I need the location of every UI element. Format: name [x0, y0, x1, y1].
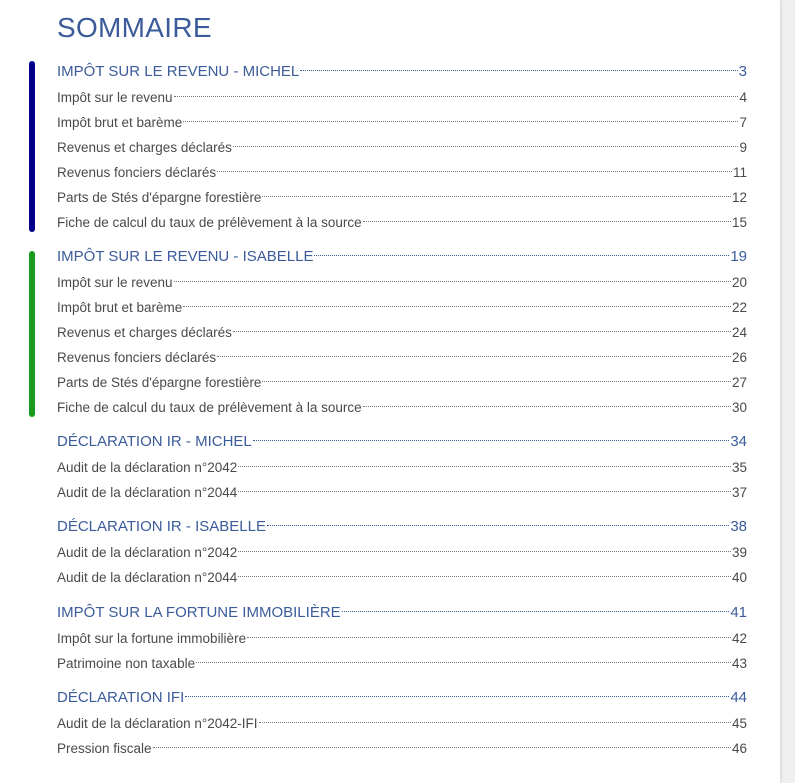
toc-entry-label: Audit de la déclaration n°2042-IFI — [57, 716, 258, 731]
dot-leader — [174, 96, 739, 97]
toc-entry-page: 40 — [731, 570, 747, 585]
toc-entry-page: 43 — [731, 656, 747, 671]
dot-leader — [196, 662, 731, 663]
toc-entry-label: Pression fiscale — [57, 741, 152, 756]
dot-leader — [259, 722, 731, 723]
section-color-bar — [29, 251, 35, 417]
toc-heading-page: 3 — [738, 63, 747, 80]
toc-entry-page: 20 — [731, 275, 747, 290]
toc-entry[interactable] — [57, 135, 747, 160]
toc-entry[interactable] — [57, 295, 747, 320]
toc-entry[interactable] — [57, 210, 747, 235]
toc-entry-page: 7 — [739, 115, 747, 130]
toc-entry[interactable] — [57, 85, 747, 110]
toc-entry-page: 45 — [731, 716, 747, 731]
toc-entry-page: 15 — [731, 215, 747, 230]
dot-leader — [217, 356, 731, 357]
toc-entry-label: Audit de la déclaration n°2042 — [57, 545, 238, 560]
dot-leader — [363, 221, 731, 222]
dot-leader — [247, 637, 731, 638]
toc-entry[interactable] — [57, 626, 747, 651]
toc-heading-label: IMPÔT SUR LA FORTUNE IMMOBILIÈRE — [57, 604, 341, 621]
toc-heading-label: DÉCLARATION IR - ISABELLE — [57, 518, 266, 535]
toc-entry-page: 42 — [731, 631, 747, 646]
toc-heading-page: 38 — [730, 518, 747, 535]
dot-leader — [363, 406, 731, 407]
dot-leader — [233, 146, 739, 147]
toc-entry-label: Parts de Stés d'épargne forestière — [57, 190, 262, 205]
toc-section-impot-revenu-isabelle — [57, 244, 747, 420]
toc-entry-label: Patrimoine non taxable — [57, 656, 196, 671]
toc-section-declaration-ir-isabelle — [57, 514, 747, 590]
dot-leader — [183, 121, 738, 122]
toc-section-impot-revenu-michel — [57, 59, 747, 235]
toc-heading-page: 34 — [730, 433, 747, 450]
toc-entry[interactable] — [57, 320, 747, 345]
toc-entry-page: 24 — [731, 325, 747, 340]
toc-entry-label: Impôt brut et barème — [57, 115, 183, 130]
dot-leader — [238, 551, 731, 552]
toc-entry[interactable] — [57, 651, 747, 676]
toc-entry-page: 26 — [731, 350, 747, 365]
toc-entry[interactable] — [57, 185, 747, 210]
toc-heading-label: DÉCLARATION IFI — [57, 689, 185, 706]
toc-entry[interactable] — [57, 565, 747, 590]
toc-entry[interactable] — [57, 345, 747, 370]
toc-heading-label: DÉCLARATION IR - MICHEL — [57, 433, 252, 450]
toc-entry-page: 9 — [739, 140, 747, 155]
toc-heading[interactable] — [57, 59, 747, 85]
dot-leader — [153, 747, 731, 748]
toc-entry-label: Revenus et charges déclarés — [57, 325, 232, 340]
toc-heading[interactable] — [57, 514, 747, 540]
dot-leader — [185, 696, 729, 697]
dot-leader — [253, 440, 730, 441]
toc-entry-page: 35 — [731, 460, 747, 475]
toc-entry-label: Impôt sur la fortune immobilière — [57, 631, 247, 646]
section-color-bar — [29, 61, 35, 232]
toc-heading-page: 41 — [730, 604, 747, 621]
toc-heading-label: IMPÔT SUR LE REVENU - MICHEL — [57, 63, 300, 80]
dot-leader — [262, 381, 731, 382]
toc-entry-label: Impôt brut et barème — [57, 300, 183, 315]
toc-entry[interactable] — [57, 711, 747, 736]
toc-title: SOMMAIRE — [57, 12, 212, 43]
toc-entry[interactable] — [57, 160, 747, 185]
toc-heading-page: 44 — [730, 689, 747, 706]
dot-leader — [267, 525, 729, 526]
dot-leader — [233, 331, 731, 332]
dot-leader — [300, 70, 737, 71]
dot-leader — [238, 466, 731, 467]
toc-entry-label: Revenus fonciers déclarés — [57, 165, 217, 180]
toc-entry-label: Impôt sur le revenu — [57, 90, 173, 105]
toc-entry-label: Fiche de calcul du taux de prélèvement à la source — [57, 400, 362, 415]
toc-heading[interactable] — [57, 685, 747, 711]
toc-section-declaration-ifi — [57, 685, 747, 761]
toc-entry-page: 27 — [731, 375, 747, 390]
toc-entry-page: 46 — [731, 741, 747, 756]
toc-entry-page: 39 — [731, 545, 747, 560]
toc-entry[interactable] — [57, 395, 747, 420]
toc-heading-page: 19 — [730, 248, 747, 265]
toc-entry[interactable] — [57, 270, 747, 295]
toc-entry[interactable] — [57, 480, 747, 505]
toc-entry-page: 11 — [732, 165, 747, 180]
toc-entry[interactable] — [57, 736, 747, 761]
toc-section-declaration-ir-michel — [57, 429, 747, 505]
toc-entry[interactable] — [57, 540, 747, 565]
toc-entry-label: Fiche de calcul du taux de prélèvement à la source — [57, 215, 362, 230]
toc-entry[interactable] — [57, 110, 747, 135]
dot-leader — [174, 281, 731, 282]
toc-entry[interactable] — [57, 455, 747, 480]
toc-entry-label: Parts de Stés d'épargne forestière — [57, 375, 262, 390]
toc-section-ifi — [57, 600, 747, 676]
toc-entry-page: 4 — [739, 90, 747, 105]
dot-leader — [342, 611, 730, 612]
toc-entry-label: Audit de la déclaration n°2042 — [57, 460, 238, 475]
dot-leader — [217, 171, 732, 172]
dot-leader — [314, 255, 729, 256]
toc-entry-label: Impôt sur le revenu — [57, 275, 173, 290]
toc-entry-label: Audit de la déclaration n°2044 — [57, 570, 238, 585]
toc-entry-label: Revenus et charges déclarés — [57, 140, 232, 155]
dot-leader — [262, 196, 731, 197]
toc-heading[interactable] — [57, 600, 747, 626]
dot-leader — [183, 306, 731, 307]
toc-heading[interactable] — [57, 244, 747, 270]
toc-entry-page: 37 — [731, 485, 747, 500]
toc-entry[interactable] — [57, 370, 747, 395]
toc-entry-page: 30 — [731, 400, 747, 415]
toc-entry-page: 12 — [731, 190, 747, 205]
toc-entry-page: 22 — [731, 300, 747, 315]
dot-leader — [238, 576, 731, 577]
toc-heading-label: IMPÔT SUR LE REVENU - ISABELLE — [57, 248, 314, 265]
toc-heading[interactable] — [57, 429, 747, 455]
toc-entry-label: Revenus fonciers déclarés — [57, 350, 217, 365]
dot-leader — [238, 491, 731, 492]
toc-entry-label: Audit de la déclaration n°2044 — [57, 485, 238, 500]
